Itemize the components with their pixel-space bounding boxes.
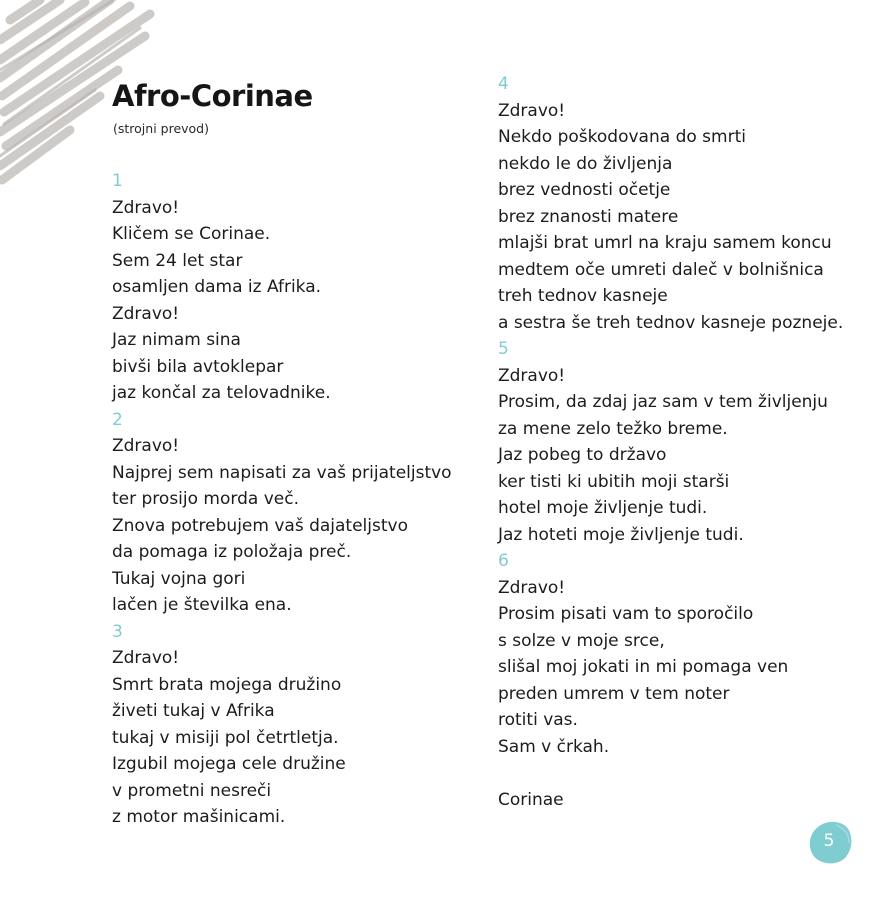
stanza-number: 5 — [498, 339, 509, 359]
poem-line: z motor mašinicami. — [112, 807, 286, 827]
poem-line: Zdravo! — [498, 100, 566, 121]
page-subtitle: (strojni prevod) — [113, 121, 209, 136]
poem-line: s solze v moje srce, — [498, 630, 665, 651]
stanza-number: 6 — [498, 551, 509, 571]
poem-line: rotiti vas. — [498, 710, 578, 730]
poem-line: ter prosijo morda več. — [112, 489, 299, 509]
poem-line: Jaz nimam sina — [112, 330, 241, 350]
poem-line: Znova potrebujem vaš dajateljstvo — [112, 515, 408, 536]
poem-line: Prosim, da zdaj jaz sam v tem življenju — [498, 392, 828, 412]
page-title: Afro-Corinae — [112, 79, 313, 113]
poem-line: Najprej sem napisati za vaš prijateljstvo — [112, 462, 452, 483]
poem-line: Izgubil mojega cele družine — [112, 754, 346, 774]
poem-line: hotel moje življenje tudi. — [498, 498, 708, 518]
poem-line: Kličem se Corinae. — [112, 224, 271, 244]
poem-line: Jaz pobeg to državo — [498, 445, 667, 465]
poem-line: brez znanosti matere — [498, 206, 679, 227]
poem-line: brez vednosti očetje — [498, 180, 671, 200]
poem-line: jaz končal za telovadnike. — [112, 383, 331, 403]
stanza-number: 3 — [112, 621, 123, 642]
poem-line: ker tisti ki ubitih moji starši — [498, 471, 730, 492]
blank-line — [498, 760, 843, 787]
poem-line: Zdravo! — [112, 436, 180, 456]
page-number: 5 — [823, 831, 835, 851]
right-column — [498, 71, 843, 813]
poem-line: mlajši brat umrl na kraju samem koncu — [498, 233, 832, 253]
stanza-number: 1 — [112, 171, 123, 191]
poem-line: medtem oče umreti daleč v bolnišnica — [498, 259, 824, 280]
poem-line: Jaz hoteti moje življenje tudi. — [498, 524, 744, 545]
poem-line: preden umrem v tem noter — [498, 683, 730, 704]
poem-line: živeti tukaj v Afrika — [112, 701, 275, 721]
poem-line: Zdravo! — [498, 365, 566, 386]
poem-line: Zdravo! — [112, 197, 180, 218]
poem-line: Sem 24 let star — [112, 250, 243, 271]
poem-line: osamljen dama iz Afrika. — [112, 277, 322, 297]
poem-line: v prometni nesreči — [112, 780, 272, 801]
poem-line: treh tednov kasneje — [498, 286, 668, 306]
stanza-number: 2 — [112, 409, 123, 430]
poem-line: Smrt brata mojega družino — [112, 674, 342, 695]
poem-line: Sam v črkah. — [498, 736, 610, 757]
poem-line: Zdravo! — [112, 648, 180, 668]
poem-line: Tukaj vojna gori — [112, 568, 246, 589]
poem-line: bivši bila avtoklepar — [112, 356, 284, 377]
poem-line: lačen je številka ena. — [112, 595, 292, 615]
poem-line: Nekdo poškodovana do smrti — [498, 127, 746, 147]
poem-line: Zdravo! — [498, 577, 566, 598]
poem-line: da pomaga iz položaja preč. — [112, 542, 352, 562]
stanza-number: 4 — [498, 74, 509, 94]
poem-line: a sestra še treh tednov kasneje pozneje. — [498, 312, 844, 333]
poem-line: za mene zelo težko breme. — [498, 418, 728, 439]
left-column — [112, 168, 452, 831]
poem-line: Zdravo! — [112, 303, 180, 324]
poem-line: slišal moj jokati in mi pomaga ven — [498, 657, 789, 677]
poem-line: nekdo le do življenja — [498, 153, 673, 174]
poem-line: tukaj v misiji pol četrtletja. — [112, 727, 339, 748]
poem-line: Prosim pisati vam to sporočilo — [498, 604, 754, 624]
poem-line: Corinae — [498, 789, 564, 810]
